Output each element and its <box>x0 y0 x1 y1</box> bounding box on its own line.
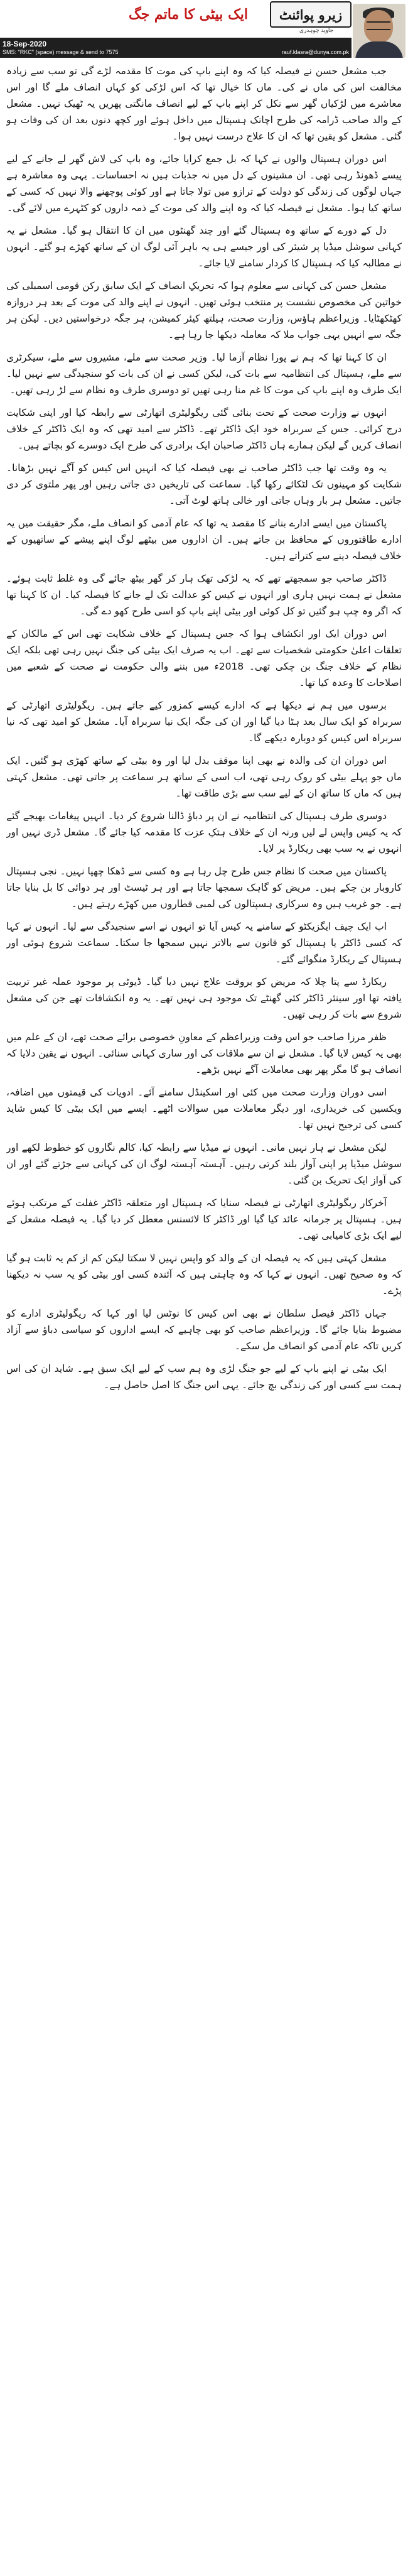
article-paragraph: اب ایک چیف ایگزیکٹو کے سامنے یہ کیس آیا تو انہوں نے اسے سنجیدگی سے لیا۔ انہوں نے کہا کہ کسی ڈاکٹر یا ہسپتال کو قانون سے بالاتر نہیں سمجھا جا سکتا۔ سماعت شروع ہوئی اور ہسپتال کے ریکارڈ منگوائے گئے۔ <box>6 921 402 965</box>
article-paragraph: اسی دوران وزارت صحت میں کئی اور اسکینڈل سامنے آئے۔ ادویات کی قیمتوں میں اضافہ، ویکسین کی خریداری، اور دیگر معاملات میں سوالات اٹھے۔ ایسے میں ایک بیٹی کا کیس شاید کسی کی ترجیح نہیں تھا۔ <box>6 1087 402 1131</box>
article-paragraph: لیکن مشعل نے ہار نہیں مانی۔ انہوں نے میڈیا سے رابطہ کیا، کالم نگاروں کو خطوط لکھے اور سوشل میڈیا پر اپنی آواز بلند کرتی رہیں۔ آہستہ آہستہ لوگ ان کی کہانی سے جڑتے گئے اور ان کی آواز ایک تحریک بن گئی۔ <box>6 1142 402 1186</box>
article-body <box>6 63 402 2569</box>
columnist-coat <box>355 41 403 58</box>
publish-date: 18-Sep-2020 <box>3 40 47 48</box>
article-paragraph: برسوں میں ہم نے دیکھا ہے کہ ادارے کیسے کمزور کیے جاتے ہیں۔ ریگولیٹری اتھارٹی کے سربراہ کو ایک سال بعد ہٹا دیا گیا اور ان کی جگہ ایک نیا سربراہ آیا۔ مشعل کو امید تھی کہ نیا سربراہ اس کیس کو دوبارہ دیکھے گا۔ <box>6 700 402 744</box>
article-paragraph: جب مشعل حسن نے فیصلہ کیا کہ وہ اپنے باپ کی موت کا مقدمہ لڑے گی تو سب سے زیادہ مخالفت اس کی ماں نے کی۔ ماں کا خیال تھا کہ اس لڑکی کو کہاں انصاف ملے گا اور اس معاشرے میں لڑکیاں گھر سے نکل کر اپنے باپ کے لیے انصاف مانگتی پھریں یہ ٹھیک نہیں۔ مشعل کے والد صاحب ڈرامہ کی طرح اچانک ہسپتال میں داخل ہوئے اور کچھ دنوں بعد ان کی وفات ہو گئی۔ مشعل کو یقین تھا کہ ان کا علاج درست نہیں ہوا۔ <box>6 65 402 142</box>
info-bar <box>0 38 352 58</box>
columnist-glasses <box>367 21 390 30</box>
article-paragraph: ظفر مرزا صاحب جو اس وقت وزیراعظم کے معاونِ خصوصی برائے صحت تھے، ان کے علم میں بھی یہ کیس لایا گیا۔ مشعل نے ان سے ملاقات کی اور ساری کہانی سنائی۔ انہوں نے یقین دلایا کہ انصاف ہو گا مگر پھر بھی معاملات آگے نہیں بڑھے۔ <box>6 1031 402 1075</box>
article-paragraph: مشعل حسن کی کہانی سے معلوم ہوا کہ تحریکِ انصاف کے ایک سابق رکن قومی اسمبلی کی خواتین کی مخصوص نشست پر منتخب ہوئی تھیں۔ انہوں نے اپنے والد کی موت کے بعد ہر دروازہ کھٹکھٹایا۔ وزیراعظم ہاؤس، وزارت صحت، ہیلتھ کیئر کمیشن، ہر جگہ درخواستیں دیں۔ لیکن ہر جگہ سے انہیں یہی جواب ملا کہ معاملہ دیکھا جا رہا ہے۔ <box>6 280 402 340</box>
columnist-email[interactable]: rauf.klasra@dunya.com.pk <box>281 49 349 55</box>
article-paragraph: ایک بیٹی نے اپنے باپ کے لیے جو جنگ لڑی وہ ہم سب کے لیے ایک سبق ہے۔ شاید ان کی اس ہمت سے کسی اور کی زندگی بچ جائے۔ یہی اس جنگ کا اصل حاصل ہے۔ <box>6 1363 402 1391</box>
article-paragraph: ڈاکٹر صاحب جو سمجھتے تھے کہ یہ لڑکی تھک ہار کر گھر بیٹھ جائے گی وہ غلط ثابت ہوئے۔ مشعل نے ہمت نہیں ہاری اور انہوں نے کیس کو عدالت تک لے جانے کا فیصلہ کیا۔ ان کا کہنا تھا کہ اگر وہ چپ ہو گئیں تو کل کوئی اور بیٹی اپنے باپ کو اسی طرح کھو دے گی۔ <box>6 573 402 617</box>
article-paragraph: دوسری طرف ہسپتال کی انتظامیہ نے ان پر دباؤ ڈالنا شروع کر دیا۔ انہیں پیغامات بھیجے گئے کہ یہ کیس واپس لے لیں ورنہ ان کے خلاف ہتکِ عزت کا مقدمہ کیا جائے گا۔ مشعل ڈری نہیں اور انہوں نے یہ سب بھی ریکارڈ پر لایا۔ <box>6 810 402 854</box>
columnist-name: جاوید چوہدری <box>299 28 334 34</box>
article-paragraph: مشعل کہتی ہیں کہ یہ فیصلہ ان کے والد کو واپس نہیں لا سکتا لیکن کم از کم یہ ثابت ہو گیا کہ وہ صحیح تھیں۔ انہوں نے کہا کہ وہ چاہتی ہیں کہ آئندہ کسی اور بیٹی کو یہ سب نہ دیکھنا پڑے۔ <box>6 1253 402 1296</box>
headline: ایک بیٹی کا ماتم جگ <box>128 6 249 23</box>
article-paragraph: انہوں نے وزارت صحت کے تحت بنائی گئی ریگولیٹری اتھارٹی سے رابطہ کیا اور اپنی شکایت درج کرائی۔ جس کے سربراہ خود ایک ڈاکٹر تھے۔ ڈاکٹر سے امید تھی کہ وہ ایک ڈاکٹر کے خلاف انصاف کریں گے لیکن ہمارے ہاں ڈاکٹر صاحبان ایک برادری کی طرح ایک دوسرے کو بچاتے ہیں۔ <box>6 407 402 451</box>
article-paragraph: ان کا کہنا تھا کہ ہم نے پورا نظام آزما لیا۔ وزیر صحت سے ملے، مشیروں سے ملے، سیکرٹری سے ملے، ہسپتال کی انتظامیہ سے بات کی، لیکن کسی نے ان کی بات کو سنجیدگی سے نہیں لیا۔ ایک طرف وہ اپنے باپ کی موت کا غم منا رہی تھیں تو دوسری طرف وہ نظام سے لڑ رہی تھیں۔ <box>6 352 402 396</box>
article-paragraph: جہاں ڈاکٹر فیصل سلطان نے بھی اس کیس کا نوٹس لیا اور کہا کہ ریگولیٹری ادارے کو مضبوط بنایا جائے گا۔ وزیراعظم صاحب کو بھی چاہیے کہ ایسے اداروں کو سیاسی دباؤ سے آزاد کریں تاکہ عام آدمی کو انصاف مل سکے۔ <box>6 1308 402 1352</box>
title-bar <box>0 0 408 28</box>
article-paragraph: پاکستان میں ایسے ادارے بنانے کا مقصد یہ تھا کہ عام آدمی کو انصاف ملے، مگر حقیقت میں یہ ادارے طاقتوروں کے محافظ بن جاتے ہیں۔ ان اداروں میں بیٹھے لوگ اپنے پیشے کے ساتھیوں کے خلاف فیصلہ دینے سے کتراتے ہیں۔ <box>6 518 402 562</box>
article-paragraph: ریکارڈ سے پتا چلا کہ مریض کو بروقت علاج نہیں دیا گیا۔ ڈیوٹی پر موجود عملہ غیر تربیت یافتہ تھا اور سینئر ڈاکٹر کئی گھنٹے تک موجود ہی نہیں تھے۔ یہ وہ انکشافات تھے جن کی مشعل شروع سے بات کر رہی تھیں۔ <box>6 976 402 1020</box>
column-logo: زیرو پوائنٹ <box>270 1 352 28</box>
article-paragraph: اس دوران ہسپتال والوں نے کہا کہ بل جمع کرایا جائے، وہ باپ کی لاش گھر لے جانے کے لیے پیسے ڈھونڈ رہی تھی۔ ان مشینوں کے دل میں نہ جذبات ہیں نہ احساسات۔ یہی وہ معاشرہ ہے جہاں لوگوں کی زندگی کو دولت کے ترازو میں تولا جاتا ہے اور کوئی پوچھنے والا نہیں کہ کسی کے ساتھ کیا ہوا۔ مشعل نے فیصلہ کیا کہ وہ اپنے والد کی موت کے ذمہ داروں کو کٹہرے میں لائے گی۔ <box>6 153 402 214</box>
columnist-photo <box>353 4 405 58</box>
sms-instruction: SMS: "RKC" (space) message & send to 7575 <box>3 49 119 55</box>
article-paragraph: اس دوران ایک اور انکشاف ہوا کہ جس ہسپتال کے خلاف شکایت تھی اس کے مالکان کے تعلقات اعلیٰ حکومتی شخصیات سے تھے۔ اب یہ صرف ایک بیٹی کی جنگ نہیں رہی تھی بلکہ ایک نظام کے خلاف جنگ بن چکی تھی۔ 2018ء میں بننے والی حکومت نے صحت کے شعبے میں اصلاحات کا وعدہ کیا تھا۔ <box>6 628 402 688</box>
article-paragraph: اس دوران ان کی والدہ نے بھی اپنا موقف بدل لیا اور وہ بیٹی کے ساتھ کھڑی ہو گئیں۔ ایک ماں جو پہلے بیٹی کو روک رہی تھی، اب اسی کے ساتھ ہر سماعت پر جاتی تھی۔ مشعل کہتی ہیں کہ ماں کا ساتھ ان کے لیے سب سے بڑی طاقت تھا۔ <box>6 755 402 799</box>
article-paragraph: دل کے دورے کے ساتھ وہ ہسپتال گئے اور چند گھنٹوں میں ان کا انتقال ہو گیا۔ مشعل نے یہ کہانی سوشل میڈیا پر شیئر کی اور جیسے ہی یہ باہر آئی لوگ ان کے ساتھ کھڑے ہو گئے۔ انہوں نے مطالبہ کیا کہ ہسپتال کا کردار سامنے لایا جائے۔ <box>6 225 402 269</box>
article-paragraph: پاکستان میں صحت کا نظام جس طرح چل رہا ہے وہ کسی سے ڈھکا چھپا نہیں۔ نجی ہسپتال کاروبار بن چکے ہیں۔ مریض کو گاہک سمجھا جاتا ہے اور ہر ٹیسٹ اور ہر دوائی کا بل بنایا جاتا ہے۔ جو غریب ہیں وہ سرکاری ہسپتالوں کی لمبی قطاروں میں کھڑے رہتے ہیں۔ <box>6 866 402 910</box>
article-paragraph: یہ وہ وقت تھا جب ڈاکٹر صاحب نے بھی فیصلہ کیا کہ انہیں اس کیس کو آگے نہیں بڑھانا۔ شکایت کو مہینوں تک لٹکائے رکھا گیا۔ سماعت کی تاریخیں دی جاتی رہیں اور پھر ملتوی کر دی جاتیں۔ مشعل ہر بار وہاں جاتی اور خالی ہاتھ لوٹ آتی۔ <box>6 462 402 506</box>
article-paragraph: آخرکار ریگولیٹری اتھارٹی نے فیصلہ سنایا کہ ہسپتال اور متعلقہ ڈاکٹر غفلت کے مرتکب ہوئے ہیں۔ ہسپتال پر جرمانہ عائد کیا گیا اور ڈاکٹر کا لائسنس معطل کر دیا گیا۔ یہ فیصلہ مشعل کے لیے ایک بڑی کامیابی تھی۔ <box>6 1197 402 1241</box>
